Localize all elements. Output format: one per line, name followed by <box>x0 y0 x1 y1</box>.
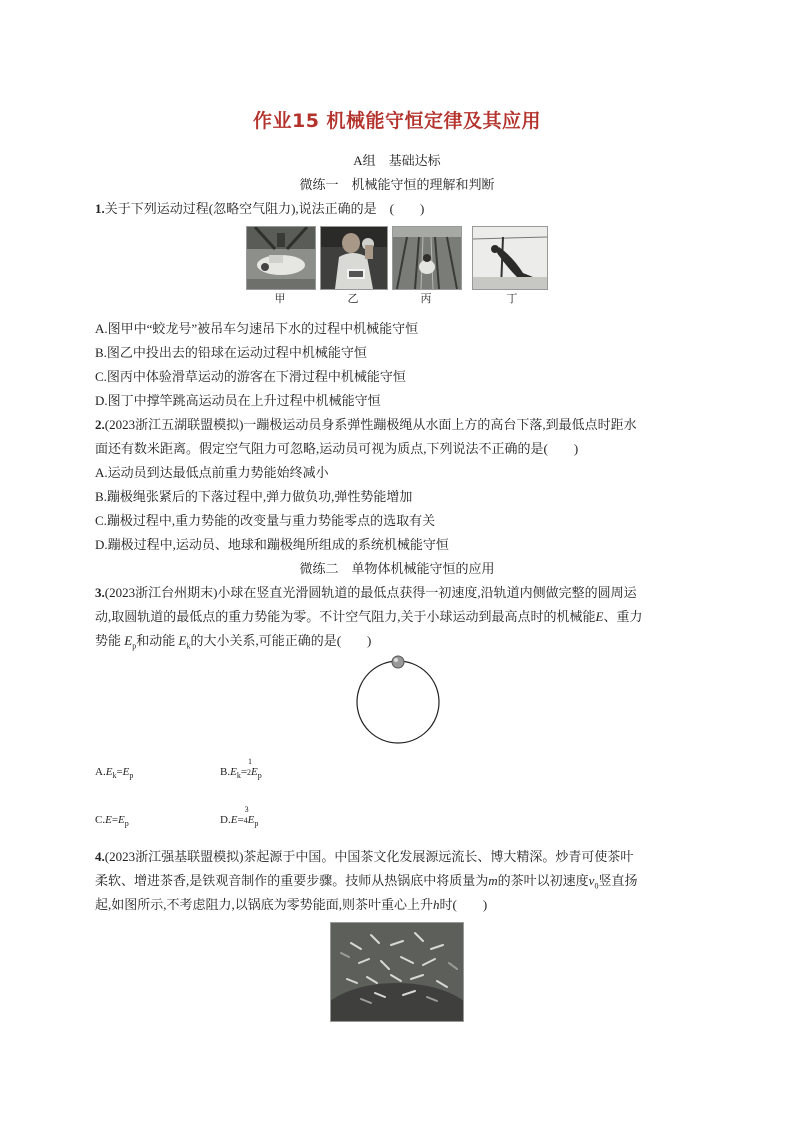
opt-a-lhs: E <box>105 766 113 778</box>
tea-leaves-photo <box>330 922 464 1022</box>
circular-track-diagram <box>350 650 446 746</box>
page-title: 作业15 机械能守恒定律及其应用 <box>252 110 542 132</box>
question-1-option-d: D.图丁中撑竿跳高运动员在上升过程中机械能守恒 <box>95 393 381 408</box>
opt-a-lhs-sub: k <box>112 771 117 781</box>
question-2-stem-line-2: 面还有数米距离。假定空气阻力可忽略,运动员可视为质点,下列说法不正确的是( ) <box>95 441 579 456</box>
opt-d-lhs: E <box>230 814 238 826</box>
opt-b-num: 1 <box>248 756 253 766</box>
question-1-option-c: C.图丙中体验滑草运动的游客在下滑过程中机械能守恒 <box>95 369 406 384</box>
caption-jia: 甲 <box>274 293 286 305</box>
question-1-option-b: B.图乙中投出去的铅球在运动过程中机械能守恒 <box>95 345 367 360</box>
question-4-text-3a: 起,如图所示,不考虑阻力,以锅底为零势能面,则茶叶重心上升 <box>95 897 434 912</box>
opt-a-rhs: E <box>122 766 130 778</box>
opt-c-rhs-sub: p <box>124 819 129 829</box>
question-4-text-2c: 竖直扬 <box>598 873 638 888</box>
question-4-stem-line-3 <box>95 894 487 913</box>
question-3-option-b <box>220 756 262 781</box>
question-3-option-a <box>95 766 133 780</box>
opt-b-den: 2 <box>247 767 252 777</box>
var-m: m <box>488 873 498 888</box>
question-4-stem-line-1 <box>95 846 633 865</box>
group-header: A组 基础达标 <box>353 153 441 168</box>
opt-c-eq: = <box>111 814 119 826</box>
caption-bing: 丙 <box>420 293 432 305</box>
question-4-number: 4. <box>95 849 105 864</box>
question-1-number: 1. <box>95 201 105 216</box>
opt-c-lhs: E <box>105 814 112 826</box>
question-3-stem-line-3 <box>95 630 371 651</box>
opt-d-rhs-sub: p <box>254 819 259 829</box>
question-3-stem-line-1 <box>95 582 637 601</box>
question-3-text-2-end: 、重力 <box>603 609 643 624</box>
question-2-option-c: C.蹦极过程中,重力势能的改变量与重力势能零点的选取有关 <box>95 513 436 528</box>
opt-c-label: C. <box>95 814 106 826</box>
question-3-number: 3. <box>95 585 105 600</box>
circular-track <box>357 661 439 743</box>
question-2-text-1: (2023浙江五湖联盟模拟)一蹦极运动员身系弹性蹦极绳从水面上方的高台下落,到最低点时距水 <box>104 417 637 432</box>
sub-0: 0 <box>594 881 599 891</box>
opt-b-label: B. <box>220 766 231 778</box>
sub-p: p <box>132 641 137 651</box>
question-4-text-2b: 的茶叶以初速度 <box>497 873 589 888</box>
var-h: h <box>433 897 440 912</box>
question-4-text-1: (2023浙江强基联盟模拟)茶起源于中国。中国茶文化发展源远流长、博大精深。炒青可使茶叶 <box>104 849 634 864</box>
opt-c-rhs: E <box>118 814 125 826</box>
question-1-option-a: A.图甲中“蛟龙号”被吊车匀速吊下水的过程中机械能守恒 <box>95 321 419 336</box>
submersible-photo <box>246 226 316 290</box>
opt-b-rhs: E <box>251 766 258 778</box>
opt-b-lhs: E <box>230 766 237 778</box>
question-2-option-d: D.蹦极过程中,运动员、地球和蹦极绳所组成的系统机械能守恒 <box>95 537 449 552</box>
section-heading-2: 微练二 单物体机械能守恒的应用 <box>299 561 495 576</box>
question-1-stem <box>95 198 424 217</box>
question-2-number: 2. <box>95 417 105 432</box>
caption-ding: 丁 <box>506 293 518 305</box>
question-4-stem-line-2 <box>95 870 637 891</box>
opt-d-fraction <box>243 804 249 825</box>
section-heading-1: 微练一 机械能守恒的理解和判断 <box>299 177 495 192</box>
sub-k: k <box>186 641 191 651</box>
question-3-text-3c: 的大小关系,可能正确的是( ) <box>190 633 372 648</box>
pole-vault-photo <box>472 226 548 290</box>
grass-slide-photo <box>392 226 462 290</box>
question-3-option-d <box>220 804 259 829</box>
ball-highlight <box>394 658 398 662</box>
question-3-option-c <box>95 814 129 828</box>
opt-a-eq: = <box>116 766 123 778</box>
question-1-text: 关于下列运动过程(忽略空气阻力),说法正确的是 ( ) <box>104 201 425 216</box>
question-3-text-2: 动,取圆轨道的最低点的重力势能为零。不计空气阻力,关于小球运动到最高点时的机械能 <box>95 609 596 624</box>
var-ep: E <box>124 633 133 648</box>
question-3-text-3a: 势能 <box>95 633 122 648</box>
question-2-stem-line-1 <box>95 414 637 433</box>
question-3-text-3b: 和动能 <box>136 633 176 648</box>
opt-d-label: D. <box>220 814 231 826</box>
opt-d-num: 3 <box>244 804 249 814</box>
opt-d-eq: = <box>237 814 244 826</box>
var-ek: E <box>178 633 187 648</box>
var-e: E <box>595 609 604 624</box>
opt-b-fraction <box>247 756 253 777</box>
opt-d-den: 4 <box>243 815 248 825</box>
question-2-option-b: B.蹦极绳张紧后的下落过程中,弹力做负功,弹性势能增加 <box>95 489 413 504</box>
question-4-text-2a: 柔软、增进茶香,是铁观音制作的重要步骤。技师从热锅底中将质量为 <box>95 873 489 888</box>
question-3-stem-line-2 <box>95 606 642 625</box>
question-4-text-3b: 时( ) <box>439 897 488 912</box>
opt-b-rhs-sub: p <box>257 771 262 781</box>
ball <box>392 656 404 668</box>
question-3-text-1: (2023浙江台州期末)小球在竖直光滑圆轨道的最低点获得一初速度,沿轨道内侧做完整的圆周运 <box>104 585 637 600</box>
opt-d-rhs: E <box>247 814 255 826</box>
opt-b-lhs-sub: k <box>236 771 241 781</box>
shot-put-photo <box>320 226 388 290</box>
caption-yi: 乙 <box>347 293 359 305</box>
var-v0: v <box>588 873 595 888</box>
opt-b-eq: = <box>240 766 248 778</box>
question-2-option-a: A.运动员到达最低点前重力势能始终减小 <box>95 465 329 480</box>
opt-a-rhs-sub: p <box>129 771 134 781</box>
opt-a-label: A. <box>95 766 106 778</box>
